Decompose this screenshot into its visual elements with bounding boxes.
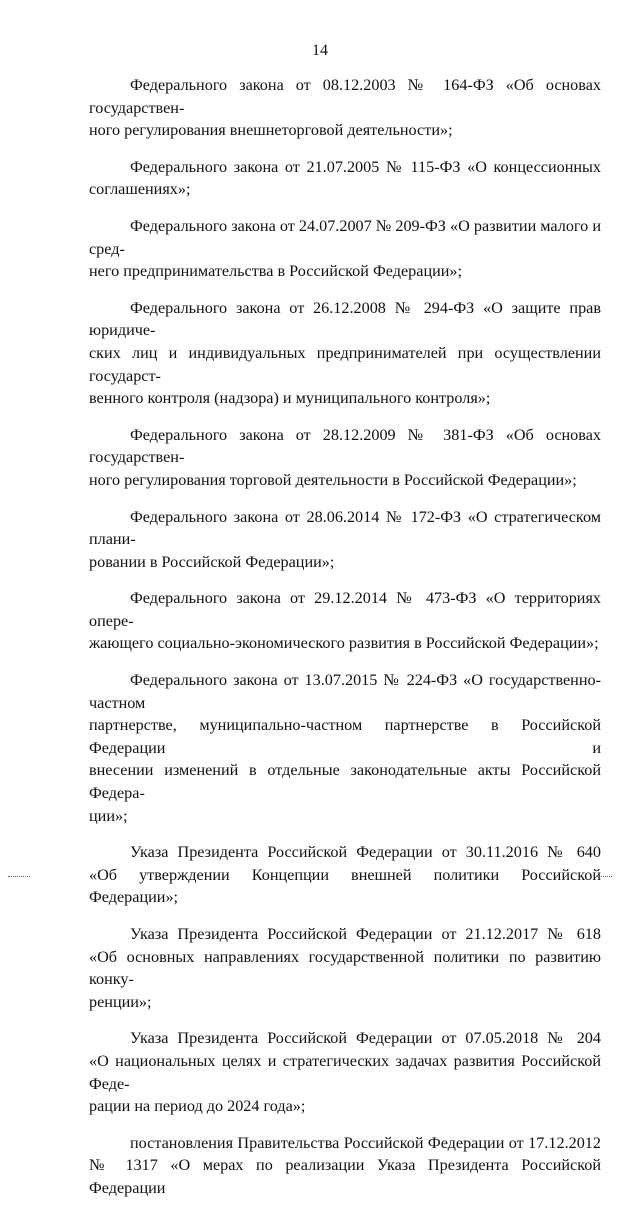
text-line: ренции»;	[89, 992, 152, 1011]
text-line: партнерстве, муниципально-частном партнерстве в Российской Федерации и	[89, 716, 601, 757]
paragraph	[89, 669, 601, 827]
text-line: ровании в Российской Федерации»;	[89, 552, 335, 571]
text-line: него предпринимательства в Российской Федерации»;	[89, 262, 463, 281]
text-line: ного регулирования внешнеторговой деятельности»;	[89, 121, 453, 140]
text-line: Федерального закона от 21.07.2005 № 115-ФЗ «О концессионных	[130, 157, 601, 176]
text-line: Федерального закона от 13.07.2015 № 224-ФЗ «О государственно-частном	[89, 671, 601, 712]
paragraph	[89, 923, 601, 1013]
text-line: Федерального закона от 24.07.2007 № 209-ФЗ «О развитии малого и сред-	[89, 216, 601, 258]
text-line: Федерального закона от 28.12.2009 № 381-ФЗ «Об основах государствен-	[89, 425, 601, 467]
paragraph	[89, 424, 601, 492]
document-body	[89, 74, 601, 1214]
paragraph	[89, 297, 601, 410]
page-number: 14	[312, 42, 328, 59]
text-line: рации на период до 2024 года»;	[89, 1097, 306, 1116]
text-line: «О национальных целях и стратегических задачах развития Российской Феде-	[89, 1051, 601, 1093]
text-line: жающего социально-экономического развития в Российской Федерации»;	[89, 634, 599, 653]
paragraph	[89, 506, 601, 574]
text-line: ских лиц и индивидуальных предпринимателей при осуществлении государст-	[89, 343, 601, 385]
text-line: ного регулирования торговой деятельности в Российской Федерации»;	[89, 470, 577, 489]
paragraph	[89, 1132, 601, 1200]
text-line: «Об утверждении Концепции внешней политики Российской Федерации»;	[89, 865, 601, 907]
scan-mark	[304, 876, 318, 879]
paragraph	[89, 74, 601, 142]
text-line: Указа Президента Российской Федерации от 07.05.2018 № 204	[130, 1029, 601, 1048]
text-line: Указа Президента Российской Федерации от 21.12.2017 № 618	[130, 925, 601, 943]
text-line: Федерального закона от 29.12.2014 № 473-ФЗ «О территориях опере-	[89, 589, 601, 630]
text-line: Федерального закона от 26.12.2008 № 294-ФЗ «О защите прав юридиче-	[89, 298, 601, 340]
text-line: соглашениях»;	[89, 180, 191, 199]
text-line: венного контроля (надзора) и муниципального контроля»;	[89, 389, 491, 408]
text-line: ции»;	[89, 806, 128, 825]
paragraph	[89, 1027, 601, 1117]
text-line: Федерального закона от 08.12.2003 № 164-ФЗ «Об основах государствен-	[89, 76, 601, 117]
text-line: № 1317 «О мерах по реализации Указа Президента Российской Федерации	[89, 1156, 601, 1197]
paragraph	[89, 587, 601, 655]
text-line: «Об основных направлениях государственной политики по развитию конку-	[89, 947, 601, 989]
scan-mark	[596, 876, 612, 879]
scan-artifacts	[0, 876, 640, 882]
text-line: Федерального закона от 28.06.2014 № 172-ФЗ «О стратегическом плани-	[89, 507, 601, 549]
paragraph	[89, 215, 601, 283]
text-line: постановления Правительства Российской Федерации от 17.12.2012	[130, 1133, 601, 1152]
text-line: внесении изменений в отдельные законодательные акты Российской Федера-	[89, 761, 601, 803]
text-line: Указа Президента Российской Федерации от 30.11.2016 № 640	[130, 843, 601, 862]
scan-mark	[8, 876, 30, 879]
paragraph	[89, 156, 601, 201]
